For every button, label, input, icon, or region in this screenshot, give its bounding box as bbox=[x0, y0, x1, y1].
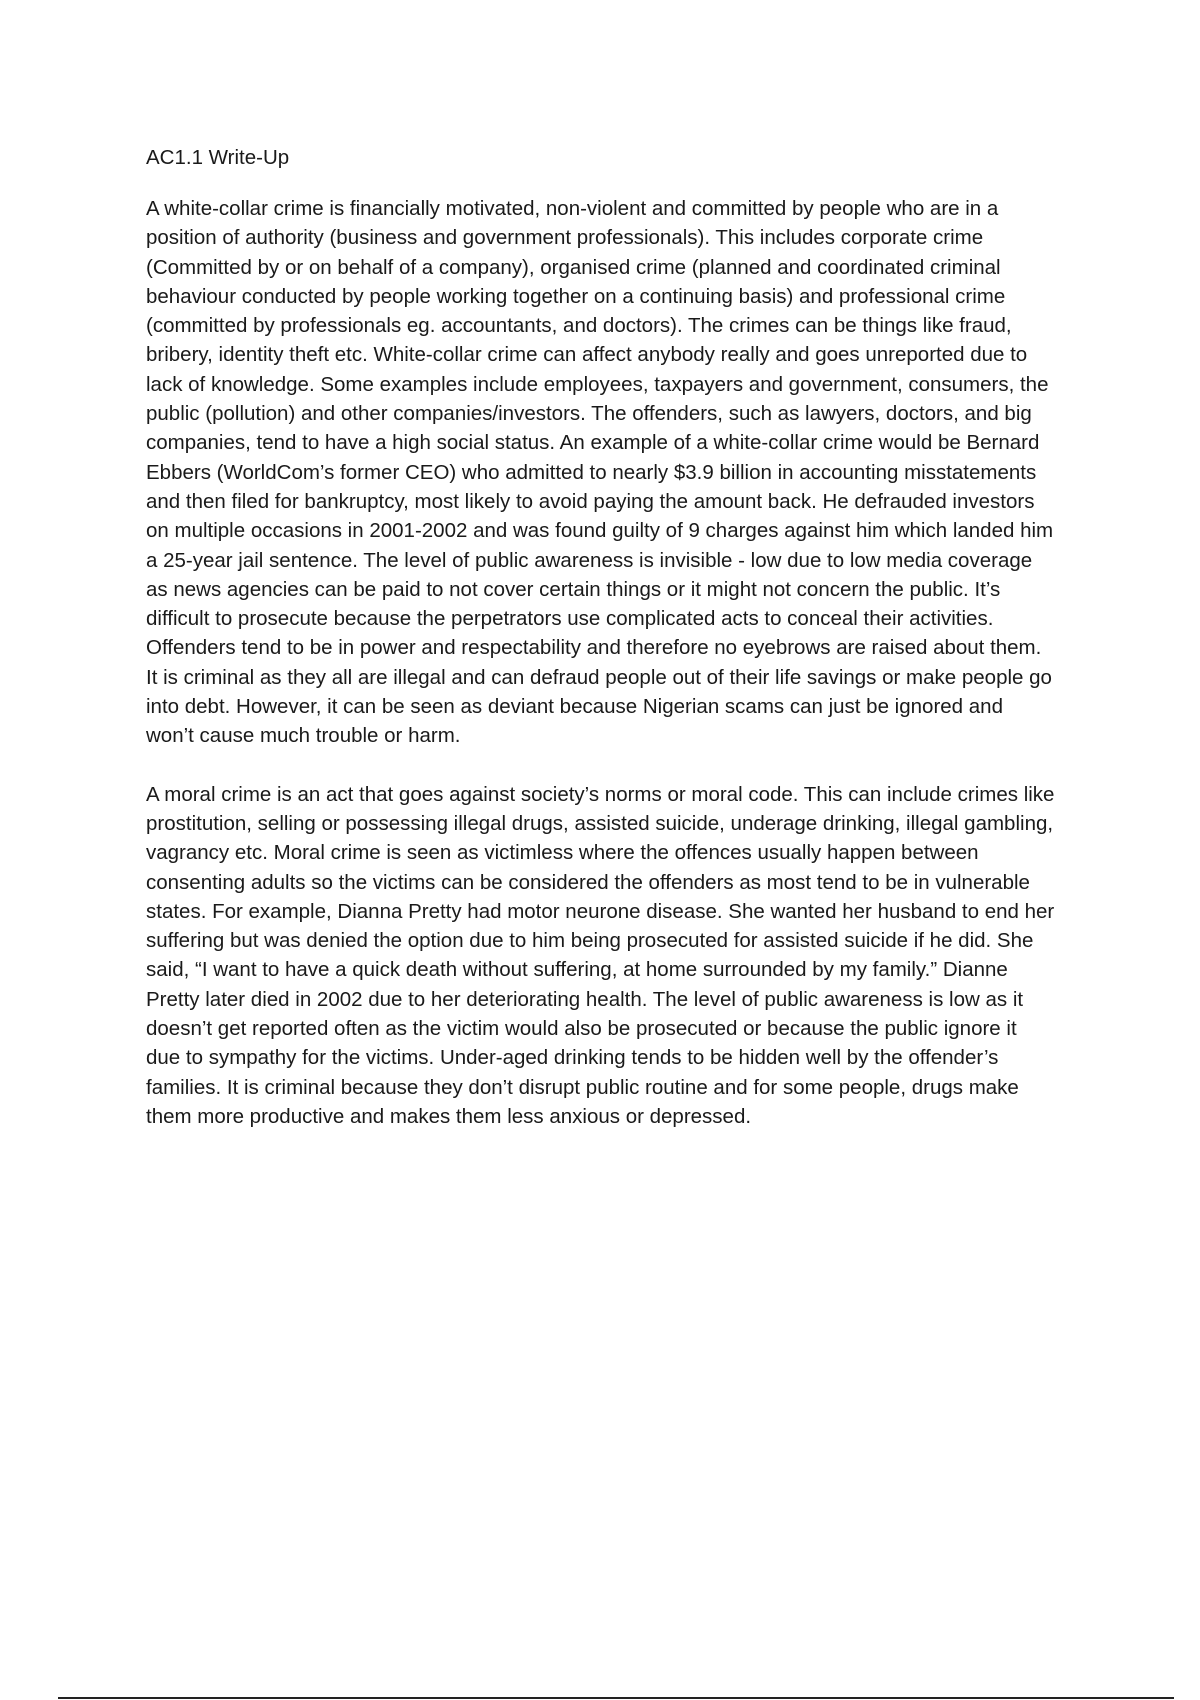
footer-divider bbox=[58, 1697, 1174, 1699]
document-page bbox=[146, 146, 1056, 1160]
document-title: AC1.1 Write-Up bbox=[146, 146, 290, 169]
paragraph-white-collar-crime: A white-collar crime is financially motivated, non-violent and committed by people who are in a position of authority (business and government professionals). This includes corporate crime (Committed by or on behalf of a company), organised crime (planned and coordinated criminal behaviour conducted by people working together on a continuing basis) and professional crime (committed by professionals eg. accountants, and doctors). The crimes can be things like fraud, bribery, identity theft etc. White-collar crime can affect anybody really and goes unreported due to lack of knowledge. Some examples include employees, taxpayers and government, consumers, the public (pollution) and other companies/investors. The offenders, such as lawyers, doctors, and big companies, tend to have a high social status. An example of a white-collar crime would be Bernard Ebbers (WorldCom’s former CEO) who admitted to nearly $3.9 billion in accounting misstatements and then filed for bankruptcy, most likely to avoid paying the amount back. He defrauded investors on multiple occasions in 2001-2002 and was found guilty of 9 charges against him which landed him a 25-year jail sentence. The level of public awareness is invisible - low due to low media coverage as news agencies can be paid to not cover certain things or it might not concern the public. It’s difficult to prosecute because the perpetrators use complicated acts to conceal their activities. Offenders tend to be in power and respectability and therefore no eyebrows are raised about them. It is criminal as they all are illegal and can defraud people out of their life savings or make people go into debt. However, it can be seen as deviant because Nigerian scams can just be ignored and won’t cause much trouble or harm. bbox=[146, 197, 1054, 748]
paragraph-moral-crime: A moral crime is an act that goes against society’s norms or moral code. This can include crimes like prostitution, selling or possessing illegal drugs, assisted suicide, underage drinking, illegal gambling, vagrancy etc. Moral crime is seen as victimless where the offences usually happen between consenting adults so the victims can be considered the offenders as most tend to be in vulnerable states. For example, Dianna Pretty had motor neurone disease. She wanted her husband to end her suffering but was denied the option due to him being prosecuted for assisted suicide if he did. She said, “I want to have a quick death without suffering, at home surrounded by my family.” Dianne Pretty later died in 2002 due to her deteriorating health. The level of public awareness is low as it doesn’t get reported often as the victim would also be prosecuted or because the public ignore it due to sympathy for the victims. Under-aged drinking tends to be hidden well by the offender’s families. It is criminal because they don’t disrupt public routine and for some people, drugs make them more productive and makes them less anxious or depressed. bbox=[146, 782, 1055, 1128]
